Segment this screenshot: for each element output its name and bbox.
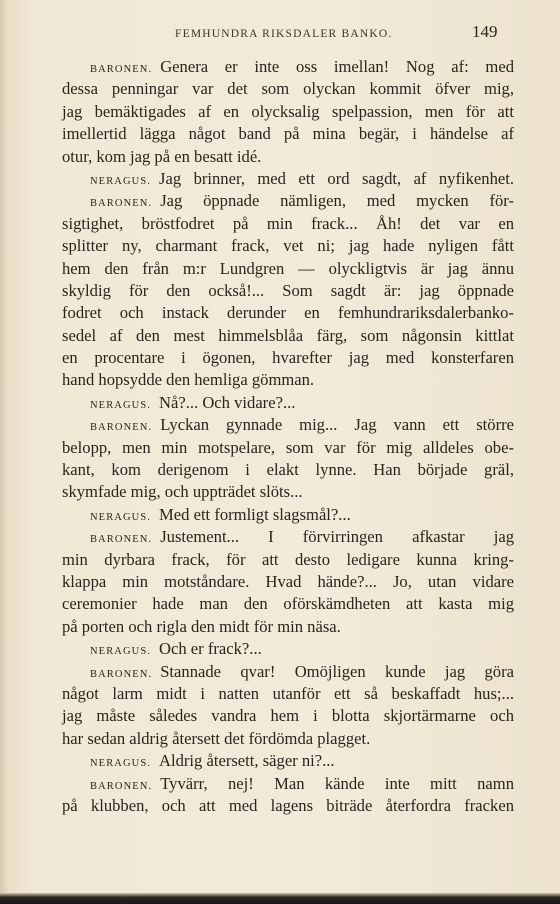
text-line [62,258,514,280]
body-text [62,56,514,817]
text-line [62,414,514,436]
text-line [62,123,514,145]
line-text: Tyvärr, nej! Man kände inte mitt namn [160,773,514,793]
line-text: otur, kom jag på en besatt idé. [62,146,262,166]
text-line [62,459,514,481]
text-line [62,683,514,705]
line-text: skyldig för den också!... Som sagdt är: jag öppnade [62,280,514,300]
line-text: Nå?... Och vidare?... [159,392,296,412]
line-text: hand hopsydde den hemliga gömman. [62,370,315,390]
line-text: Med ett formligt slagsmål?... [159,504,351,524]
text-line [62,795,514,817]
line-text: ceremonier hade man den oförskämdheten att kasta mig [62,594,514,614]
text-line [62,750,514,772]
speaker-name: BARONEN. [90,780,153,792]
text-line [62,705,514,727]
text-line [62,369,514,391]
line-text: hem den från m:r Lundgren — olyckligtvis är jag ännu [62,258,514,278]
line-text: jag bemäktigades af en olycksalig spelpassion, men för att [62,101,514,121]
line-text: på porten och rigla den midt för min näsa. [62,616,341,636]
line-text: Jag öppnade nämligen, med mycken för- [160,191,514,211]
text-line [62,101,514,123]
speaker-name: NERAGUS. [90,758,152,770]
text-line [62,593,514,615]
text-line [62,190,514,212]
line-text: Justement... I förvirringen afkastar jag [160,527,514,547]
text-line [62,302,514,324]
speaker-name: BARONEN. [90,534,153,546]
text-line [62,78,514,100]
page-bottom-edge [0,893,560,904]
speaker-name: NERAGUS. [90,511,152,523]
text-line [62,773,514,795]
page-header [0,22,560,46]
text-line [62,146,514,168]
line-text: Aldrig återsett, säger ni?... [159,751,335,771]
line-text: på klubben, och att med lagens biträde återfordra fracken [62,795,514,815]
text-line [62,638,514,660]
speaker-name: BARONEN. [90,64,153,75]
line-text: splitter ny, charmant frack, vet ni; jag hade nyligen fått [62,236,514,256]
speaker-name: NERAGUS. [90,646,152,658]
line-text: Jag brinner, med ett ord sagdt, af nyfikenhet. [159,168,514,188]
speaker-name: BARONEN. [90,198,153,210]
line-text: Genera er inte oss imellan! Nog af: med [160,57,514,76]
text-line [62,392,514,414]
line-text: min dyrbara frack, för att desto ledigare kunna kring- [62,549,514,569]
line-text: Och er frack?... [159,639,262,659]
line-text: skymfade mig, och uppträdet slöts... [62,482,303,502]
text-line [62,325,514,347]
speaker-name: NERAGUS. [90,399,152,411]
page-gutter-shadow [0,0,8,904]
text-line [62,213,514,235]
line-text: belopp, men min motspelare, som var för mig alldeles obe- [62,437,514,457]
text-line [62,571,514,593]
line-text: kant, kom derigenom i elakt lynne. Han började gräl, [62,460,514,480]
text-line [62,168,514,190]
line-text: dessa penningar var det som olyckan kommit öfver mig, [62,79,514,99]
line-text: något larm midt i natten utanför ett så beskaffadt hus;... [62,683,514,703]
speaker-name: BARONEN. [90,668,153,680]
text-line [62,347,514,369]
running-title: FEMHUNDRA RIKSDALER BANKO. [175,28,393,40]
speaker-name: NERAGUS. [90,175,152,187]
line-text: har sedan aldrig återsett det fördömda plagget. [62,728,371,748]
line-text: Lyckan gynnade mig... Jag vann ett större [160,415,514,435]
line-text: jag måste således vandra hem i blotta skjortärmarne och [62,706,514,726]
line-text: sigtighet, bröstfodret på min frack... Åh! det var en [62,213,514,233]
text-line [62,616,514,638]
text-line [62,437,514,459]
text-line [62,280,514,302]
text-line [62,481,514,503]
line-text: Stannade qvar! Omöjligen kunde jag göra [160,661,514,681]
line-text: klappa min motståndare. Hvad hände?... Jo, utan vidare [62,571,514,591]
text-line [62,504,514,526]
text-line [62,728,514,750]
page-number: 149 [472,22,498,41]
text-line [62,235,514,257]
line-text: fodret och instack derunder en femhundrariksdalerbanko- [62,303,514,323]
text-line [62,661,514,683]
text-line [62,526,514,548]
line-text: imellertid lägga något band på mina begär, i händelse af [62,124,514,144]
line-text: sedel af den mest himmelsblåa färg, som någonsin kittlat [62,325,514,345]
text-line [62,549,514,571]
speaker-name: BARONEN. [90,422,153,434]
text-line [62,56,514,78]
line-text: en procentare i ögonen, hvarefter jag med konsterfaren [62,348,514,368]
